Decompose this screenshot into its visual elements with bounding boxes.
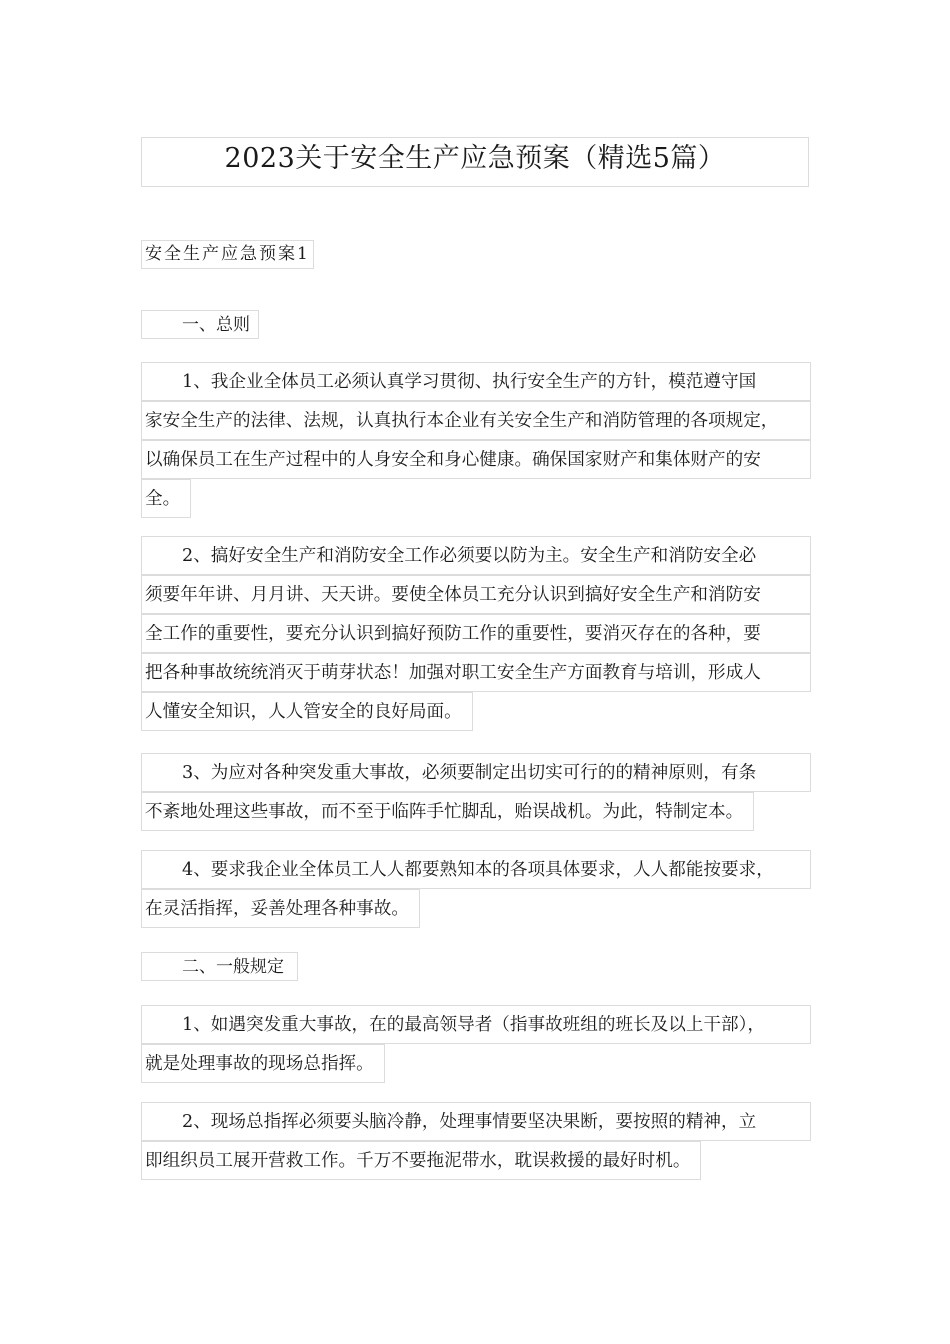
paragraph-6 <box>141 1102 811 1184</box>
paragraph-line: 在灵活指挥，妥善处理各种事故。 <box>141 889 420 928</box>
paragraph-2 <box>141 536 811 735</box>
paragraph-line: 2、搞好安全生产和消防安全工作必须要以防为主。安全生产和消防安全必 <box>141 536 811 575</box>
paragraph-line: 2、现场总指挥必须要头脑冷静，处理事情要坚决果断，要按照的精神，立 <box>141 1102 811 1141</box>
paragraph-line: 1、我企业全体员工必须认真学习贯彻、执行安全生产的方针，模范遵守国 <box>141 362 811 401</box>
paragraph-1 <box>141 362 811 522</box>
paragraph-line: 以确保员工在生产过程中的人身安全和身心健康。确保国家财产和集体财产的安 <box>141 440 811 479</box>
paragraph-4 <box>141 850 811 932</box>
paragraph-line: 就是处理事故的现场总指挥。 <box>141 1044 385 1083</box>
paragraph-5 <box>141 1005 811 1087</box>
paragraph-line: 家安全生产的法律、法规，认真执行本企业有关安全生产和消防管理的各项规定， <box>141 401 811 440</box>
paragraph-line: 即组织员工展开营救工作。千万不要拖泥带水，耽误救援的最好时机。 <box>141 1141 701 1180</box>
paragraph-line: 3、为应对各种突发重大事故，必须要制定出切实可行的的精神原则，有条 <box>141 753 811 792</box>
paragraph-line: 把各种事故统统消灭于萌芽状态！加强对职工安全生产方面教育与培训，形成人 <box>141 653 811 692</box>
section-title: 安全生产应急预案1 <box>141 240 314 269</box>
heading-general-principles: 一、总则 <box>141 310 259 339</box>
paragraph-line: 全工作的重要性，要充分认识到搞好预防工作的重要性，要消灭存在的各种，要 <box>141 614 811 653</box>
paragraph-line: 全。 <box>141 479 191 518</box>
paragraph-line: 人懂安全知识，人人管安全的良好局面。 <box>141 692 473 731</box>
paragraph-line: 4、要求我企业全体员工人人都要熟知本的各项具体要求，人人都能按要求， <box>141 850 811 889</box>
paragraph-line: 不紊地处理这些事故，而不至于临阵手忙脚乱，贻误战机。为此，特制定本。 <box>141 792 754 831</box>
document-title: 2023关于安全生产应急预案（精选5篇） <box>141 137 809 187</box>
paragraph-line: 须要年年讲、月月讲、天天讲。要使全体员工充分认识到搞好安全生产和消防安 <box>141 575 811 614</box>
heading-general-rules: 二、一般规定 <box>141 952 298 981</box>
paragraph-3 <box>141 753 811 835</box>
paragraph-line: 1、如遇突发重大事故，在的最高领导者（指事故班组的班长及以上干部）， <box>141 1005 811 1044</box>
